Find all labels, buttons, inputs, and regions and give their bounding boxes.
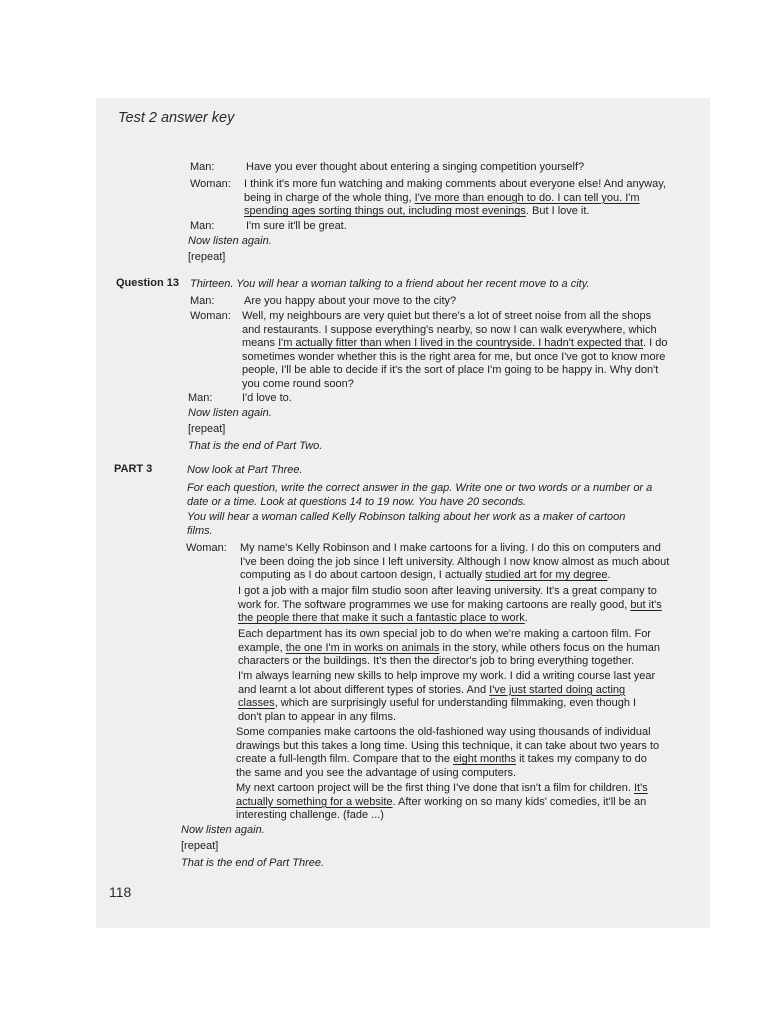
line-woman xyxy=(242,310,672,392)
text: Well, my neighbours are very quiet but there's a lot of street noise from all the shops and restaurants. I suppose everything's nearby, so now I can walk everywhere, which means xyxy=(242,310,657,350)
speaker-woman: Woman: xyxy=(190,310,231,322)
paragraph xyxy=(240,542,674,583)
paragraph xyxy=(236,726,660,780)
repeat-cue: [repeat] xyxy=(188,251,226,263)
paragraph xyxy=(236,782,670,823)
part-intro: Now look at Part Three. xyxy=(187,464,303,476)
speaker-woman: Woman: xyxy=(186,542,227,554)
part-3-label: PART 3 xyxy=(114,463,153,475)
text: My name's Kelly Robinson and I make cartoons for a living. I do this on computers and I've been doing the job since I left university. Although I now know almost as much about computing as I do about cartoon design, I actually xyxy=(240,542,670,582)
line-man: I'm sure it'll be great. xyxy=(246,220,347,232)
underlined-answer: the one I'm in works on animals xyxy=(285,641,440,654)
text: . xyxy=(524,612,528,625)
part-3-intro: You will hear a woman called Kelly Robinson talking about her work as a maker of cartoon films. xyxy=(187,511,626,537)
end-of-part: That is the end of Part Two. xyxy=(188,440,323,452)
text: it takes my company to do the same and you see the advantage of using computers. xyxy=(236,753,647,779)
underlined-answer: eight months xyxy=(453,753,517,766)
page-header-title: Test 2 answer key xyxy=(118,110,235,126)
underlined-answer: I've more than enough to do. I can tell you. I'm spending ages sorting things out, including most evenings xyxy=(244,191,640,218)
text: I'm always learning new skills to help improve my work. I did a writing course last year and learnt a lot about different types of stories. And xyxy=(238,670,656,696)
text: in the story, while others focus on the human characters or the buildings. It's then the director's job to bring everything together. xyxy=(238,641,660,668)
end-of-part: That is the end of Part Three. xyxy=(181,857,325,869)
line-woman xyxy=(244,178,678,219)
text: . I do sometimes wonder whether this is the right area for me, but once I've got to know more people, I'll be able to decide if it's the sort of place I'm going to be happy in. Why don't you come round soon? xyxy=(242,337,668,390)
speaker-man: Man: xyxy=(190,295,215,307)
underlined-answer: I'm actually fitter than when I lived in the countryside. I hadn't expected that xyxy=(278,337,644,350)
text: . But I love it. xyxy=(525,205,590,218)
repeat-cue: [repeat] xyxy=(181,840,219,852)
speaker-man: Man: xyxy=(190,220,215,232)
speaker-man: Man: xyxy=(190,161,215,173)
paragraph xyxy=(238,585,662,626)
underlined-answer: I've just started doing acting classes xyxy=(238,683,626,710)
underlined-answer: but it's the people there that make it such a fantastic place to work xyxy=(238,598,662,625)
instructions: For each question, write the correct answer in the gap. Write one or two words or a number or a date or a time. Look at questions 14 to 19 now. You have 20 seconds. xyxy=(187,482,653,508)
paragraph xyxy=(238,670,662,724)
underlined-answer: It's actually something for a website xyxy=(236,782,648,808)
text: My next cartoon project will be the first thing I've done that isn't a film for children. xyxy=(236,782,634,794)
listen-again: Now listen again. xyxy=(188,407,272,419)
line-man: Are you happy about your move to the city? xyxy=(244,295,457,307)
line-man: Have you ever thought about entering a singing competition yourself? xyxy=(246,161,585,173)
question-13-label: Question 13 xyxy=(116,277,179,289)
text: . After working on so many kids' comedies, it'll be an interesting challenge. (fade ...) xyxy=(236,795,647,822)
text: . xyxy=(607,569,611,582)
text: I think it's more fun watching and making comments about everyone else! And anyway, being in charge of the whole thing, xyxy=(244,178,666,204)
question-intro: Thirteen. You will hear a woman talking to a friend about her recent move to a city. xyxy=(190,278,590,290)
text: , which are surprisingly useful for understanding filmmaking, even though I don't plan to appear in any films. xyxy=(238,697,637,723)
text: Each department has its own special job to do when we're making a cartoon film. For example, xyxy=(238,628,651,654)
listen-again: Now listen again. xyxy=(181,824,265,836)
text: Some companies make cartoons the old-fashioned way using thousands of individual drawings but this takes a long time. Using this technique, it can take about two years to create a full-length film. Compare that to the xyxy=(236,726,660,766)
listen-again: Now listen again. xyxy=(188,235,272,247)
repeat-cue: [repeat] xyxy=(188,423,226,435)
speaker-man: Man: xyxy=(188,392,213,404)
paragraph xyxy=(238,628,668,669)
text: I got a job with a major film studio soon after leaving university. It's a great company to work for. The software programmes we use for making cartoons are really good, xyxy=(238,585,657,611)
page-number: 118 xyxy=(109,884,132,900)
underlined-answer: studied art for my degree xyxy=(485,569,608,582)
line-man: I'd love to. xyxy=(242,392,292,404)
speaker-woman: Woman: xyxy=(190,178,231,190)
